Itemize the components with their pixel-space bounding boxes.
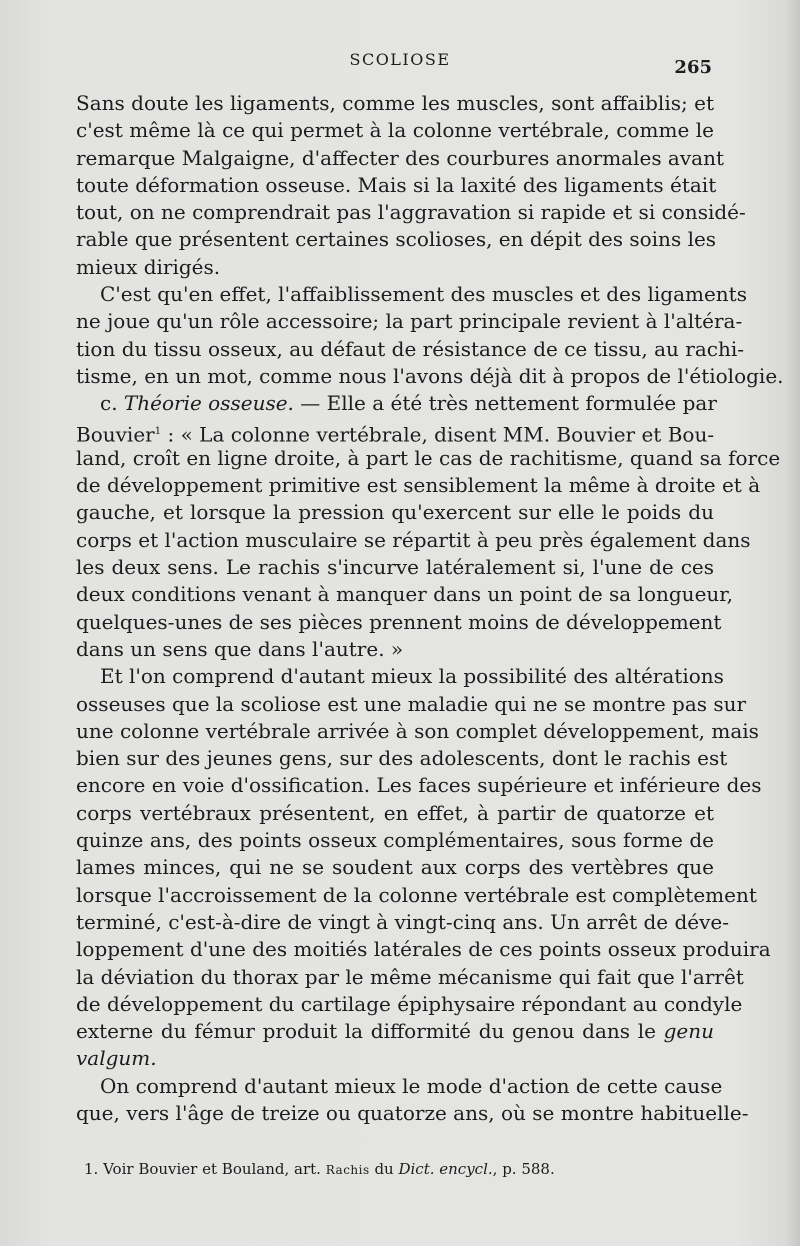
footnote-number: 1. (84, 1160, 99, 1178)
text-line: la déviation du thorax par le même mécanisme qui fait que l'arrêt (76, 964, 744, 989)
footnote-rachis: Rachis (325, 1163, 370, 1177)
text-line: dans un sens que dans l'autre. » (76, 636, 404, 661)
colon: : (167, 422, 175, 447)
text-line: corps vertébraux présentent, en effet, à partir de quatorze et (76, 800, 714, 825)
footnote-marker: 1 (154, 425, 162, 437)
text-line: lames minces, qui ne se soudent aux corps des vertèbres que (76, 855, 714, 880)
quote-line-text: « La colonne vertébrale, disent MM. Bouvier et Bou- (180, 422, 715, 447)
text-line: terminé, c'est-à-dire de vingt à vingt-cinq ans. Un arrêt de déve- (76, 909, 729, 934)
italic-term-valgum: valgum. (76, 1046, 157, 1071)
text-line: loppement d'une des moitiés latérales de ces points osseux produira (76, 937, 771, 962)
text-line: toute déformation osseuse. Mais si la laxité des ligaments était (76, 172, 717, 197)
text-line: quelques-unes de ses pièces prennent moins de développement (76, 609, 722, 634)
footnote-dict: Dict. encycl. (398, 1160, 493, 1178)
running-title: SCOLIOSE (349, 50, 451, 69)
text-line: quinze ans, des points osseux complémentaires, sous forme de (76, 828, 714, 853)
text-line: tion du tissu osseux, au défaut de résistance de ce tissu, au rachi- (76, 336, 745, 361)
text-line: tout, on ne comprendrait pas l'aggravation si rapide et si considé- (76, 200, 746, 225)
em-dash: — (300, 391, 321, 416)
text-line (76, 418, 714, 445)
text-line: bien sur des jeunes gens, sur des adolescents, dont le rachis est (76, 746, 728, 771)
text-line: rable que présentent certaines scolioses, en dépit des soins les (76, 227, 717, 252)
text-line: de développement primitive est sensiblement la même à droite et à (76, 473, 761, 498)
page-number: 265 (674, 57, 712, 78)
text-line: deux conditions venant à manquer dans un point de sa longueur, (76, 582, 734, 607)
text-line: encore en voie d'ossification. Les faces supérieure et inférieure des (76, 773, 762, 798)
text-line (76, 1045, 714, 1072)
author-name: Bouvier (76, 422, 155, 447)
section-line-text: Elle a été très nettement formulée par (326, 391, 717, 416)
text-line: On comprend d'autant mieux le mode d'action de cette cause (100, 1073, 723, 1098)
text-line: que, vers l'âge de treize ou quatorze ans, où se montre habituelle- (76, 1100, 749, 1125)
text-line: land, croît en ligne droite, à part le cas de rachitisme, quand sa force (76, 445, 781, 470)
text-line: gauche, et lorsque la pression qu'exercent sur elle le poids du (76, 500, 714, 525)
text-line: osseuses que la scoliose est une maladie qui ne se montre pas sur (76, 691, 747, 716)
text-line: lorsque l'accroissement de la colonne vertébrale est complètement (76, 882, 757, 907)
text-line: corps et l'action musculaire se répartit à peu près également dans (76, 527, 751, 552)
text-line: C'est qu'en effet, l'affaiblissement des muscles et des ligaments (100, 282, 747, 307)
body-text (76, 90, 784, 1127)
footnote (84, 1160, 555, 1178)
section-heading-line (76, 390, 717, 417)
footnote-text: Voir Bouvier et Bouland, art. (103, 1160, 321, 1178)
text-line: tisme, en un mot, comme nous l'avons déjà dit à propos de l'étiologie. (76, 363, 784, 388)
text-line: Et l'on comprend d'autant mieux la possibilité des altérations (100, 664, 724, 689)
footnote-page-ref: , p. 588. (492, 1160, 555, 1178)
text-line: c'est même là ce qui permet à la colonne vertébrale, comme le (76, 118, 714, 143)
text-line: les deux sens. Le rachis s'incurve latéralement si, l'une de ces (76, 555, 714, 580)
italic-term-genu: genu (663, 1019, 715, 1044)
text-line: de développement du cartilage épiphysaire répondant au condyle (76, 991, 743, 1016)
page-edge-shadow (786, 0, 800, 1246)
section-label: c. (100, 391, 118, 416)
text-line: mieux dirigés. (76, 254, 221, 279)
text-line: remarque Malgaigne, d'affecter des courbures anormales avant (76, 145, 724, 170)
line-text: externe du fémur produit la difformité du genou dans le (76, 1019, 656, 1044)
text-line: Sans doute les ligaments, comme les muscles, sont affaiblis; et (76, 91, 714, 115)
text-line: ne joue qu'un rôle accessoire; la part principale revient à l'altéra- (76, 309, 743, 334)
footnote-du: du (374, 1160, 394, 1178)
section-title: Théorie osseuse. (123, 391, 294, 416)
text-line: une colonne vertébrale arrivée à son complet développement, mais (76, 718, 759, 743)
text-line (76, 1018, 714, 1045)
